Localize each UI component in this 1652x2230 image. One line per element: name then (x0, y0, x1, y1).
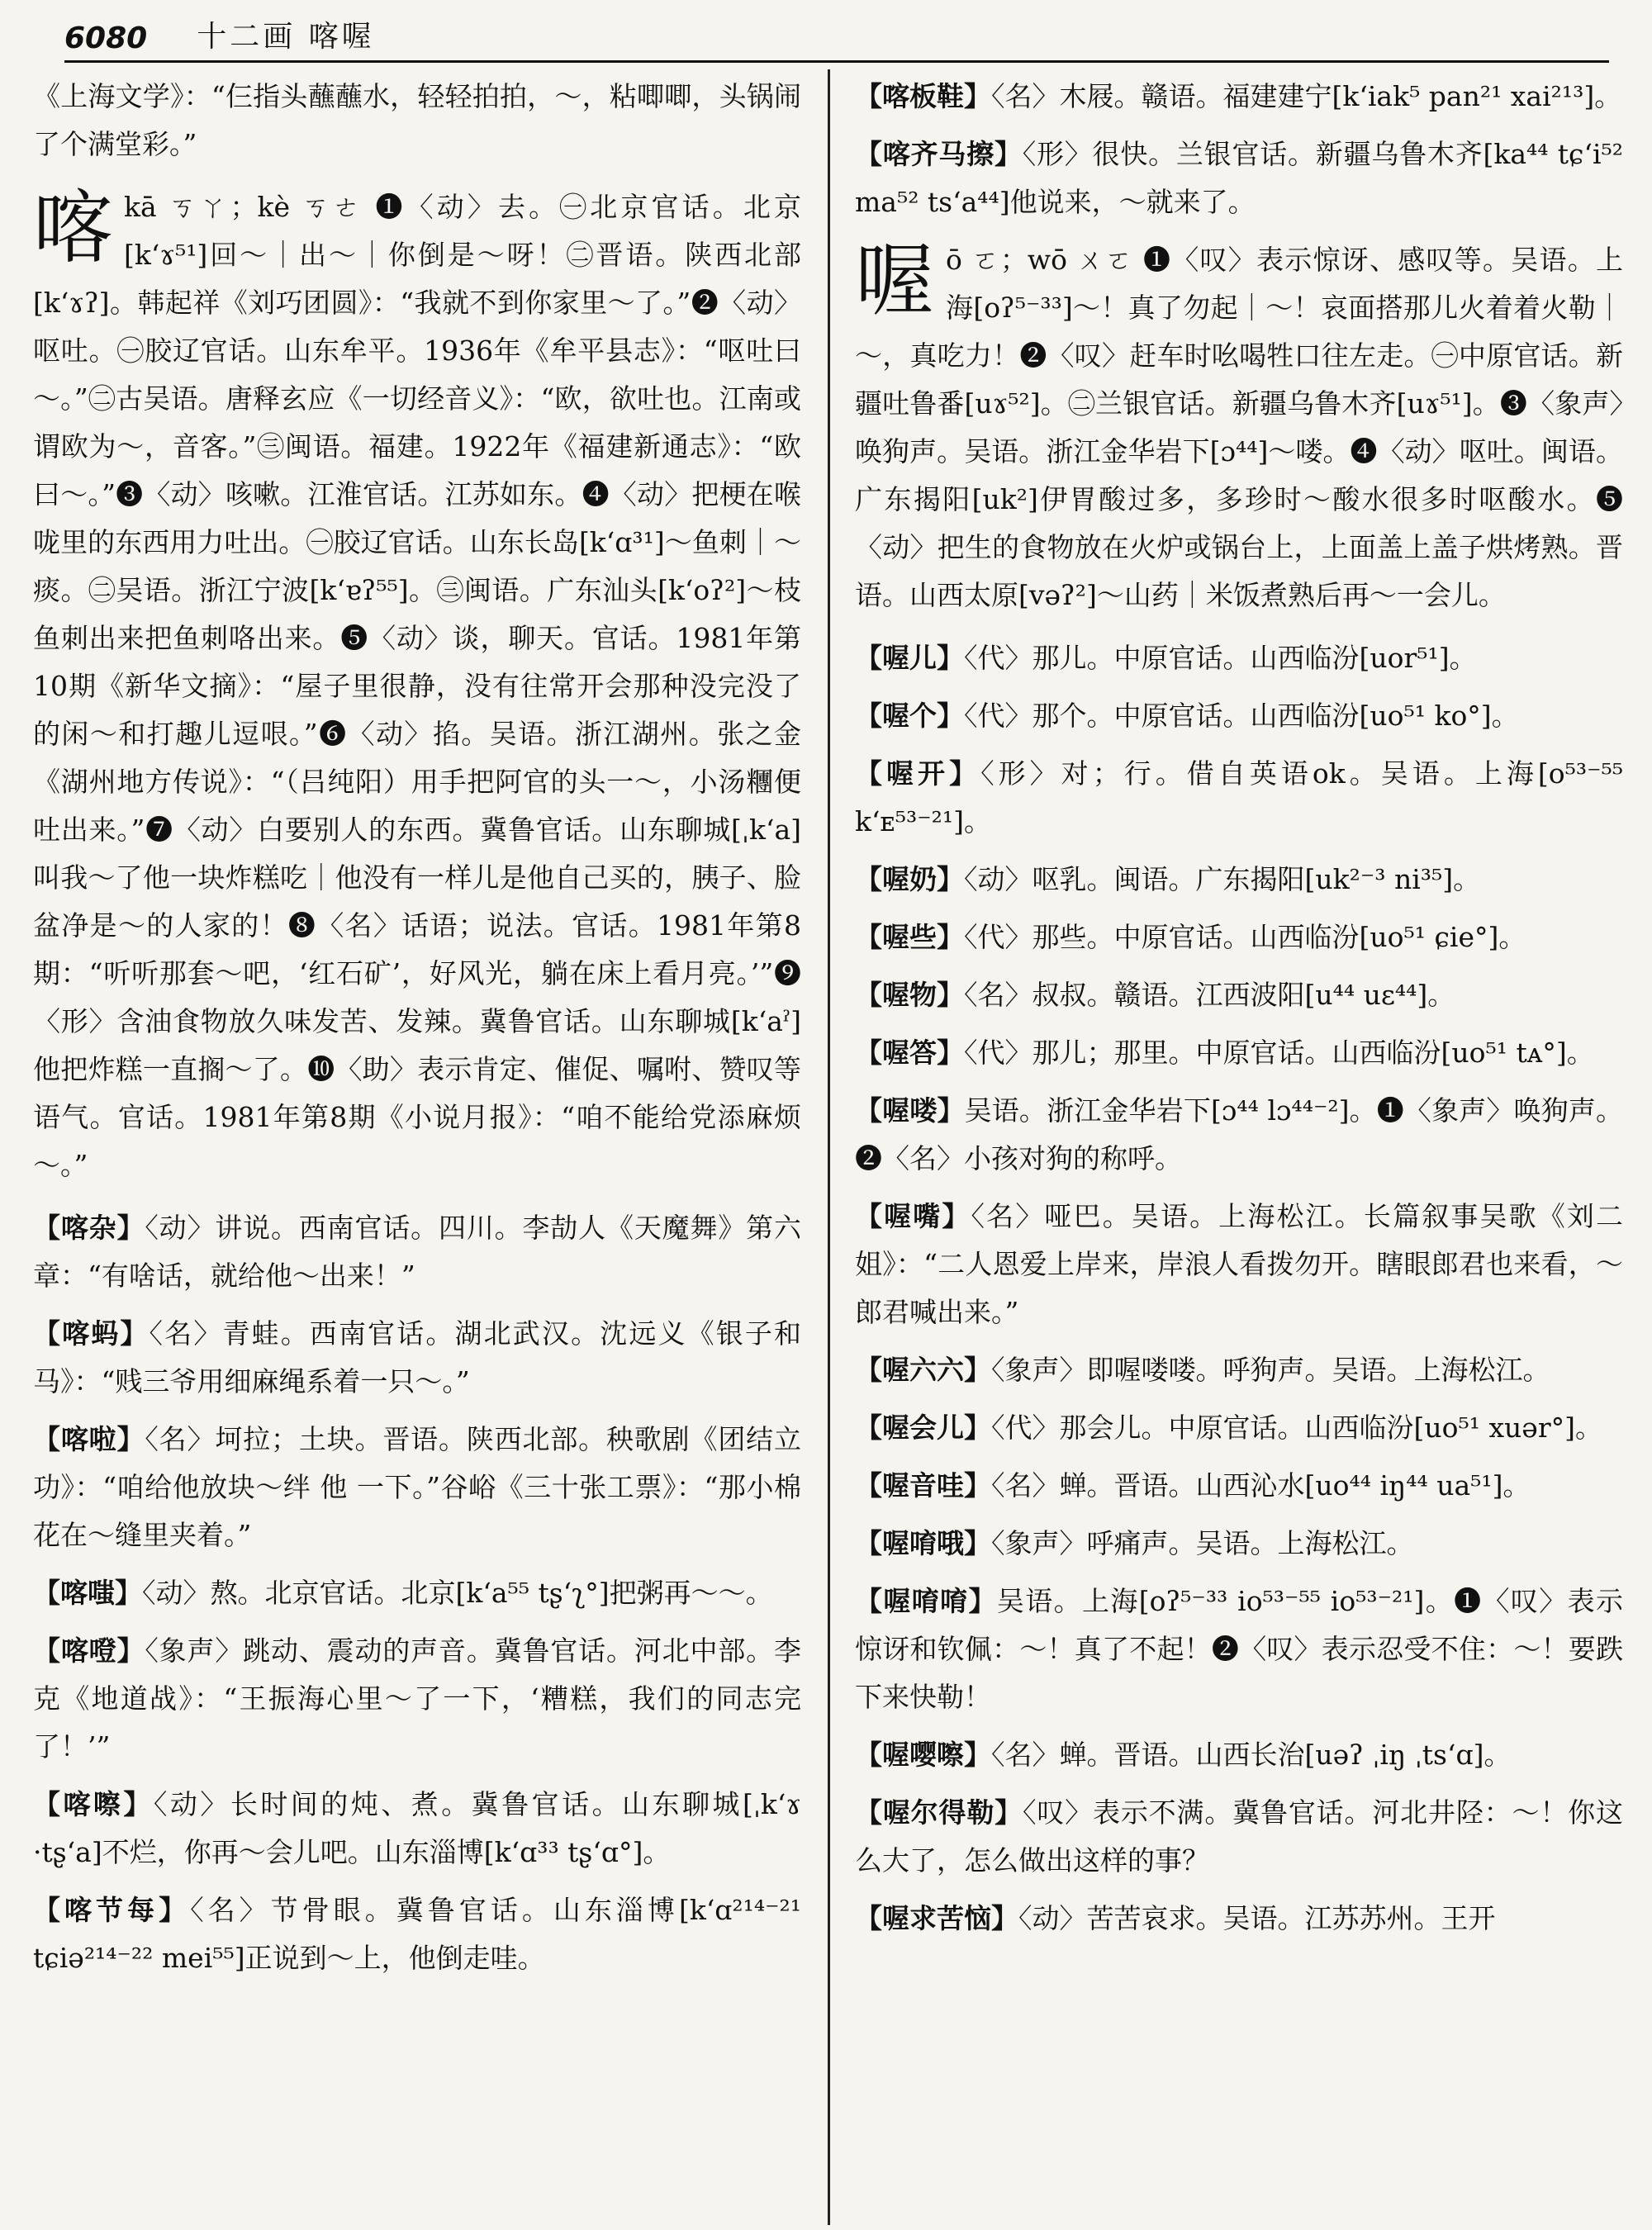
entry-headword: 【喔奶】 (855, 863, 964, 895)
entry-definition: 〈名〉蝉。晋语。山西沁水[uo⁴⁴ iŋ⁴⁴ ua⁵¹]。 (991, 1469, 1531, 1502)
entry-definition: 〈动〉熬。北京官话。北京[kʻa⁵⁵ tʂʻʅ°]把粥再～～。 (142, 1577, 773, 1609)
entry-headword: 【喔唷哦】 (855, 1527, 991, 1559)
dictionary-entry (855, 1404, 1623, 1452)
entry-headword: 【喀板鞋】 (855, 80, 991, 112)
dictionary-entry (855, 856, 1623, 904)
main-headword-char: 喔 (855, 235, 934, 327)
main-entry-text: kā ㄎㄚ；kè ㄎㄜ ❶〈动〉去。㊀北京官话。北京[kʻɤ⁵¹]回～｜出～｜你倒是～呀！㊁晋语。陕西北部[kʻɤʔ]。韩起祥《刘巧团圆》：“我就不到你家里～了。”❷〈动〉呕吐。㊀胶辽官话。山东牟平。1936年《牟平县志》：“呕吐曰～。”㊁古吴语。唐释玄应《一切经音义》：“欧，欲吐也。江南或谓欧为～，音客。”㊂闽语。福建。1922年《福建新通志》：“欧曰～。”❸〈动〉咳嗽。江淮官话。江苏如东。❹〈动〉把梗在喉咙里的东西用力吐出。㊀胶辽官话。山东长岛[kʻɑ³¹]～鱼刺｜～痰。㊁吴语。浙江宁波[kʻɐʔ⁵⁵]。㊂闽语。广东汕头[kʻoʔ²]～枝鱼刺出来把鱼刺咯出来。❺〈动〉谈，聊天。官话。1981年第10期《新华文摘》：“屋子里很静，没有往常开会那种没完没了的闲～和打趣儿逗哏。”❻〈动〉掐。吴语。浙江湖州。张之金《湖州地方传说》：“（吕纯阳）用手把阿官的头一～，小汤糰便吐出来。”❼〈动〉白要别人的东西。冀鲁官话。山东聊城[ˌkʻa]叫我～了他一块炸糕吃｜他没有一样儿是他自己买的，胰子、脸盆净是～的人家的！❽〈名〉话语；说法。官话。1981年第8期：“听听那套～吧，‘红石矿’，好风光，躺在床上看月亮。’”❾〈形〉含油食物放久味发苦、发辣。冀鲁官话。山东聊城[kʻaˀ]他把炸糕一直搁～了。❿〈助〉表示肯定、催促、嘱咐、赞叹等语气。官话。1981年第8期《小说月报》：“咱不能给党添麻烦～。” (33, 191, 801, 1181)
main-entry-text: ō ㄛ；wō ㄨㄛ ❶〈叹〉表示惊讶、感叹等。吴语。上海[oʔ⁵⁻³³]～！真了勿起｜～！哀面搭那儿火着着火勒｜～，真吃力！❷〈叹〉赶车时吆喝牲口往左走。㊀中原官话。新疆吐鲁番[uɤ⁵²]。㊁兰银官话。新疆乌鲁木齐[uɤ⁵¹]。❸〈象声〉唤狗声。吴语。浙江金华岩下[ɔ⁴⁴]～喽。❹〈动〉呕吐。闽语。广东揭阳[uk²]伊胃酸过多，多珍时～酸水很多时呕酸水。❺〈动〉把生的食物放在火炉或锅台上，上面盖上盖子烘烤熟。晋语。山西太原[vəʔ²]～山药｜米饭煮熟后再～一会儿。 (855, 244, 1623, 611)
entry-headword: 【喀齐马擦】 (855, 138, 1023, 170)
entry-definition: 〈代〉那些。中原官话。山西临汾[uo⁵¹ ɕie°]。 (964, 921, 1526, 953)
entry-definition: 〈动〉苦苦哀求。吴语。江苏苏州。王开 (1018, 1902, 1496, 1934)
entry-definition: 〈名〉叔叔。赣语。江西波阳[u⁴⁴ uɛ⁴⁴]。 (964, 979, 1455, 1011)
entry-headword: 【喔嘴】 (855, 1200, 971, 1232)
entry-headword: 【喔答】 (855, 1037, 964, 1069)
entry-definition: 〈形〉很快。兰银官话。新疆乌鲁木齐[ka⁴⁴ tɕʻi⁵² ma⁵² tsʻa⁴⁴]他说来，～就来了。 (855, 138, 1623, 218)
main-entry-ka (33, 183, 801, 1189)
dictionary-entry (33, 1627, 801, 1771)
page-title: 十二画 喀喔 (197, 20, 375, 54)
right-entry-list (855, 634, 1623, 1943)
entry-definition: 吴语。浙江金华岩下[ɔ⁴⁴ lɔ⁴⁴⁻²]。❶〈象声〉唤狗声。❷〈名〉小孩对狗的称呼。 (855, 1094, 1623, 1174)
entry-headword: 【喀嗤】 (33, 1577, 142, 1609)
entry-headword: 【喀杂】 (33, 1212, 145, 1244)
entry-headword: 【喔喽】 (855, 1094, 965, 1127)
entry-definition: 〈叹〉表示不满。冀鲁官话。河北井陉：～！你这么大了，怎么做出这样的事？ (855, 1796, 1623, 1877)
column-divider (828, 69, 830, 2225)
dictionary-entry (33, 1781, 801, 1877)
entry-definition: 〈名〉木屐。赣语。福建建宁[kʻiak⁵ pan²¹ xai²¹³]。 (991, 80, 1622, 112)
entry-definition: 〈象声〉即喔喽喽。呼狗声。吴语。上海松江。 (991, 1354, 1550, 1386)
entry-headword: 【喔唷唷】 (855, 1585, 997, 1617)
right-column (855, 73, 1623, 2212)
entry-headword: 【喔些】 (855, 921, 964, 953)
dictionary-entry (855, 913, 1623, 961)
dictionary-entry (33, 1569, 801, 1617)
entry-definition: 〈名〉坷拉；土块。晋语。陕西北部。秧歌剧《团结立功》：“咱给他放块～绊 他 一下。”谷峪《三十张工票》：“那小棉花在～缝里夹着。” (33, 1423, 801, 1551)
dictionary-entry (855, 971, 1623, 1019)
entry-headword: 【喔个】 (855, 700, 964, 732)
dictionary-entry (855, 73, 1623, 121)
entry-headword: 【喀节每】 (33, 1894, 191, 1926)
entry-headword: 【喀噔】 (33, 1635, 145, 1667)
entry-headword: 【喔求苦恼】 (855, 1902, 1018, 1934)
entry-definition: 〈名〉哑巴。吴语。上海松江。长篇叙事吴歌《刘二姐》：“二人恩爱上岸来，岸浪人看拨勿开。瞎眼郎君也来看，～郎君喊出来。” (855, 1200, 1623, 1328)
dictionary-entry (855, 130, 1623, 226)
entry-definition: 〈动〉长时间的炖、煮。冀鲁官话。山东聊城[ˌkʻɤ ·tʂʻa]不烂，你再～会儿吧。山东淄博[kʻɑ³³ tʂʻɑ°]。 (33, 1788, 801, 1868)
entry-definition: 〈代〉那儿。中原官话。山西临汾[uor⁵¹]。 (964, 642, 1477, 674)
dictionary-entry (855, 1087, 1623, 1183)
entry-definition: 吴语。上海[oʔ⁵⁻³³ io⁵³⁻⁵⁵ io⁵³⁻²¹]。❶〈叹〉表示惊讶和钦佩：～！真了不起！❷〈叹〉表示忍受不住：～！要跌下来快勒！ (855, 1585, 1623, 1713)
dictionary-entry (855, 1578, 1623, 1721)
dictionary-entry (33, 1416, 801, 1559)
main-headword-char: 喀 (33, 182, 112, 274)
right-top-entry-list (855, 73, 1623, 226)
dictionary-entry (855, 1462, 1623, 1510)
entry-headword: 【喔音哇】 (855, 1469, 991, 1502)
page-header (64, 12, 1609, 63)
entry-definition: 〈名〉青蛙。西南官话。湖北武汉。沈远义《银子和马》：“贱三爷用细麻绳系着一只～。” (33, 1317, 801, 1397)
entry-headword: 【喀嚓】 (33, 1788, 154, 1820)
entry-definition: 〈动〉讲说。西南官话。四川。李劼人《天魔舞》第六章：“有啥话，就给他～出来！” (33, 1212, 801, 1292)
left-entry-list (33, 1204, 801, 1982)
main-entry-wo (855, 236, 1623, 619)
continuation-text: 《上海文学》：“仨指头蘸蘸水，轻轻拍拍，～，粘唧唧，头锅闹了个满堂彩。” (33, 80, 801, 160)
dictionary-entry (855, 1895, 1623, 1943)
entry-headword: 【喔开】 (855, 757, 981, 790)
entry-headword: 【喀啦】 (33, 1423, 145, 1455)
entry-definition: 〈名〉蝉。晋语。山西长治[uəʔ ˌiŋ ˌtsʻɑ]。 (991, 1739, 1512, 1771)
dictionary-entry (855, 692, 1623, 740)
dictionary-entry (855, 1520, 1623, 1568)
entry-headword: 【喔会儿】 (855, 1412, 991, 1444)
left-column (33, 73, 801, 2212)
entry-definition: 〈代〉那儿；那里。中原官话。山西临汾[uo⁵¹ tᴀ°]。 (964, 1037, 1594, 1069)
entry-definition: 〈代〉那会儿。中原官话。山西临汾[uo⁵¹ xuər°]。 (991, 1412, 1602, 1444)
dictionary-entry (855, 1193, 1623, 1336)
entry-headword: 【喔尔得勒】 (855, 1796, 1023, 1829)
entry-headword: 【喔物】 (855, 979, 964, 1011)
dictionary-entry (855, 1789, 1623, 1885)
entry-definition: 〈形〉对；行。借自英语ok。吴语。上海[o⁵³⁻⁵⁵ kʻᴇ⁵³⁻²¹]。 (855, 757, 1623, 837)
dictionary-entry (33, 1310, 801, 1406)
dictionary-entry (855, 1731, 1623, 1779)
dictionary-entry (33, 1886, 801, 1982)
entry-headword: 【喔六六】 (855, 1354, 991, 1386)
dictionary-entry (855, 1346, 1623, 1394)
entry-headword: 【喔儿】 (855, 642, 964, 674)
entry-headword: 【喀蚂】 (33, 1317, 150, 1350)
entry-definition: 〈动〉呕乳。闽语。广东揭阳[uk²⁻³ ni³⁵]。 (964, 863, 1481, 895)
entry-headword: 【喔嘤嚓】 (855, 1739, 991, 1771)
dictionary-entry (855, 1029, 1623, 1077)
dictionary-entry (855, 750, 1623, 846)
entry-definition: 〈代〉那个。中原官话。山西临汾[uo⁵¹ ko°]。 (964, 700, 1519, 732)
dictionary-entry (855, 634, 1623, 682)
dictionary-entry (33, 1204, 801, 1300)
page-number: 6080 (64, 21, 148, 55)
entry-definition: 〈象声〉跳动、震动的声音。冀鲁官话。河北中部。李克《地道战》：“王振海心里～了一下，‘糟糕，我们的同志完了！’” (33, 1635, 801, 1763)
entry-definition: 〈象声〉呼痛声。吴语。上海松江。 (991, 1527, 1414, 1559)
entry-definition: 〈名〉节骨眼。冀鲁官话。山东淄博[kʻɑ²¹⁴⁻²¹ tɕiə²¹⁴⁻²² mei⁵⁵]正说到～上，他倒走哇。 (33, 1894, 801, 1974)
